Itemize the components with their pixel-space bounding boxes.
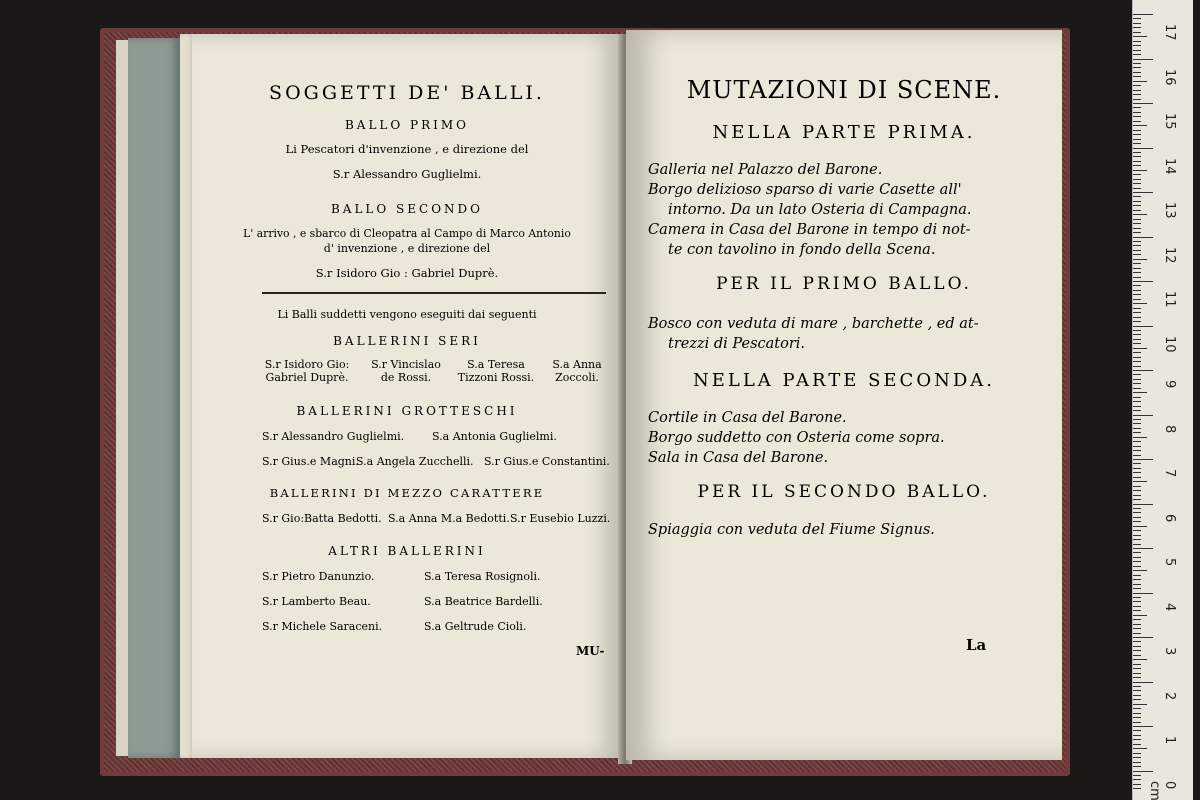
ruler-tick	[1133, 748, 1147, 749]
parte-seconda-heading: NELLA PARTE SECONDA.	[693, 370, 995, 391]
ruler-tick	[1133, 650, 1141, 651]
ruler-tick	[1133, 134, 1141, 135]
ruler-tick	[1133, 668, 1141, 669]
ruler-tick	[1133, 379, 1141, 380]
ruler-tick	[1133, 659, 1147, 660]
prima-line-5: te con tavolino in fondo della Scena.	[668, 242, 936, 258]
altri-name-3: S.r Lamberto Beau.	[262, 595, 371, 608]
altri-name-5: S.r Michele Saraceni.	[262, 620, 383, 633]
ruler-tick	[1133, 477, 1141, 478]
ruler-tick	[1133, 526, 1147, 527]
ruler-tick	[1133, 370, 1153, 371]
ruler-tick	[1133, 504, 1153, 505]
marbled-pastedown	[128, 38, 180, 758]
ruler-tick	[1133, 139, 1141, 140]
ruler-tick	[1133, 330, 1141, 331]
left-page-content	[192, 34, 622, 758]
ruler-tick	[1133, 285, 1141, 286]
ruler-tick	[1133, 326, 1153, 327]
ruler-tick	[1133, 757, 1141, 758]
ruler-tick	[1133, 174, 1141, 175]
ruler-tick	[1133, 717, 1141, 718]
ruler-tick	[1133, 241, 1141, 242]
ruler-tick	[1133, 512, 1141, 513]
mezzo-name-2: S.a Anna M.a Bedotti.	[388, 512, 510, 525]
ruler-tick	[1133, 450, 1141, 451]
ruler-number: 9	[1162, 380, 1177, 389]
ruler-tick	[1133, 196, 1141, 197]
ruler-tick	[1133, 254, 1141, 255]
ruler-tick	[1133, 726, 1153, 727]
ruler-tick	[1133, 219, 1141, 220]
ballo-secondo-line3: S.r Isidoro Gio : Gabriel Duprè.	[315, 266, 499, 280]
ruler-tick	[1133, 544, 1141, 545]
ruler-tick	[1133, 455, 1141, 456]
ruler-tick	[1133, 597, 1141, 598]
ruler-tick	[1133, 753, 1141, 754]
ruler-tick	[1133, 303, 1147, 304]
ruler-tick	[1133, 490, 1141, 491]
ballo-secondo-line1: L' arrivo , e sbarco di Cleopatra al Campo di Marco Antonio	[243, 227, 571, 240]
ruler-tick	[1133, 664, 1141, 665]
grotteschi-name-1: S.r Alessandro Guglielmi.	[262, 430, 405, 443]
ruler-tick	[1133, 179, 1141, 180]
ruler-tick	[1133, 312, 1141, 313]
ruler-tick	[1133, 419, 1141, 420]
ruler-tick	[1133, 290, 1141, 291]
ruler-tick	[1133, 107, 1141, 108]
grotteschi-name-3: S.r Gius.e Magni.	[262, 455, 359, 468]
ruler-tick	[1133, 437, 1147, 438]
ruler-number: 12	[1162, 246, 1177, 264]
mezzo-carattere-heading: BALLERINI DI MEZZO CARATTERE	[269, 486, 545, 500]
ruler-tick	[1133, 410, 1141, 411]
ruler-tick	[1133, 32, 1141, 33]
ruler-tick	[1133, 739, 1141, 740]
ruler-tick	[1133, 406, 1141, 407]
ballo-primo-line1: Li Pescatori d'invenzione , e direzione del	[285, 142, 529, 156]
ruler-tick	[1133, 557, 1141, 558]
secondo-ballo-heading: PER IL SECONDO BALLO.	[697, 482, 991, 502]
prima-line-3: intorno. Da un lato Osteria di Campagna.	[668, 202, 972, 218]
ruler-tick	[1133, 730, 1141, 731]
seconda-line-1: Cortile in Casa del Barone.	[648, 410, 847, 426]
ruler-tick	[1133, 308, 1141, 309]
ruler-tick	[1133, 76, 1141, 77]
ruler-tick	[1133, 334, 1141, 335]
ruler-tick	[1133, 539, 1141, 540]
ruler-tick	[1133, 192, 1153, 193]
ruler-tick	[1133, 143, 1141, 144]
ruler-tick	[1133, 788, 1141, 789]
seri-name-3: S.a Teresa Tizzoni Rossi.	[457, 358, 535, 384]
ruler-tick	[1133, 72, 1141, 73]
prima-line-1: Galleria nel Palazzo del Barone.	[648, 162, 883, 178]
altri-name-1: S.r Pietro Danunzio.	[262, 570, 375, 583]
ruler-tick	[1133, 250, 1141, 251]
ruler-tick	[1133, 641, 1141, 642]
ruler-tick	[1133, 205, 1141, 206]
ruler-tick	[1133, 161, 1141, 162]
ruler-tick	[1133, 495, 1141, 496]
ruler-tick	[1133, 655, 1141, 656]
ruler-tick	[1133, 348, 1147, 349]
ruler-tick	[1133, 566, 1141, 567]
ruler-tick	[1133, 548, 1153, 549]
ruler-tick	[1133, 428, 1141, 429]
ruler-tick	[1133, 624, 1141, 625]
ruler-tick	[1133, 148, 1153, 149]
ruler-tick	[1133, 59, 1153, 60]
ruler-tick	[1133, 486, 1141, 487]
ruler-tick	[1133, 214, 1147, 215]
ruler-tick	[1133, 771, 1153, 772]
altri-ballerini-heading: ALTRI BALLERINI	[328, 544, 486, 558]
ruler-number: 16	[1162, 68, 1177, 86]
ruler-tick	[1133, 704, 1147, 705]
ruler-tick	[1133, 468, 1141, 469]
ruler-tick	[1133, 152, 1141, 153]
ruler-tick	[1133, 125, 1147, 126]
ruler-tick	[1133, 646, 1141, 647]
ruler-tick	[1133, 521, 1141, 522]
ruler-tick	[1133, 779, 1141, 780]
ballo-secondo-line2: d' invenzione , e direzione del	[323, 242, 491, 255]
ruler-tick	[1133, 281, 1153, 282]
seri-name-2: S.r Vincislao de Rossi.	[371, 358, 441, 384]
ruler-tick	[1133, 299, 1141, 300]
ruler-tick	[1133, 339, 1141, 340]
ballo-primo-heading: BALLO PRIMO	[344, 118, 470, 132]
ruler-tick	[1133, 637, 1153, 638]
ruler-tick	[1133, 432, 1141, 433]
ruler-tick	[1133, 156, 1141, 157]
ballerini-seri-heading: BALLERINI SERI	[333, 334, 481, 348]
ruler-tick	[1133, 744, 1141, 745]
eseguiti-line: Li Balli suddetti vengono eseguiti dai seguenti	[277, 308, 537, 321]
ruler-tick	[1133, 579, 1141, 580]
ruler-number: 0 cm	[1147, 780, 1177, 800]
ruler-tick	[1133, 210, 1141, 211]
ruler-number: 17	[1162, 24, 1177, 41]
ruler-number: 15	[1162, 113, 1177, 130]
altri-name-2: S.a Teresa Rosignoli.	[424, 570, 541, 583]
ruler-tick	[1133, 81, 1147, 82]
ruler-tick	[1133, 272, 1141, 273]
ruler-tick	[1133, 673, 1141, 674]
prima-line-2: Borgo delizioso sparso di varie Casette all'	[648, 182, 962, 198]
ruler-number: 11	[1162, 291, 1177, 308]
ruler-tick	[1133, 268, 1141, 269]
ruler-tick	[1133, 722, 1141, 723]
ruler-tick	[1133, 588, 1141, 589]
secondo-ballo-line: Spiaggia con veduta del Fiume Signus.	[648, 522, 935, 538]
ruler-tick	[1133, 606, 1141, 607]
ruler-tick	[1133, 54, 1141, 55]
ruler-tick	[1133, 23, 1141, 24]
ruler-number: 5	[1162, 558, 1177, 567]
grotteschi-name-4: S.a Angela Zucchelli.	[356, 455, 474, 468]
ruler-tick	[1133, 472, 1141, 473]
prima-line-4: Camera in Casa del Barone in tempo di not-	[648, 222, 971, 238]
seconda-line-3: Sala in Casa del Barone.	[648, 450, 829, 466]
ruler-tick	[1133, 459, 1153, 460]
ruler-tick	[1133, 699, 1141, 700]
ruler-tick	[1133, 508, 1141, 509]
ruler-tick	[1133, 686, 1141, 687]
ruler-tick	[1133, 570, 1147, 571]
ruler-tick	[1133, 352, 1141, 353]
ruler-tick	[1133, 690, 1141, 691]
ruler-tick	[1133, 499, 1141, 500]
ruler-tick	[1133, 63, 1141, 64]
ruler-tick	[1133, 682, 1153, 683]
ruler-tick	[1133, 481, 1147, 482]
ruler-tick	[1133, 90, 1141, 91]
right-catchword: La	[966, 636, 987, 654]
ruler-tick	[1133, 170, 1147, 171]
ruler-tick	[1133, 321, 1141, 322]
ballo-primo-line2: S.r Alessandro Guglielmi.	[332, 167, 482, 181]
mezzo-name-1: S.r Gio:Batta Bedotti.	[262, 512, 382, 525]
ruler-tick	[1133, 708, 1141, 709]
ruler-tick	[1133, 446, 1141, 447]
ruler-tick	[1133, 36, 1147, 37]
ruler-tick	[1133, 388, 1141, 389]
ruler-number: 6	[1162, 513, 1177, 522]
altri-name-4: S.a Beatrice Bardelli.	[424, 595, 543, 608]
ruler-tick	[1133, 41, 1141, 42]
ruler-tick	[1133, 535, 1141, 536]
ruler-tick	[1133, 228, 1141, 229]
ballerini-grotteschi-heading: BALLERINI GROTTESCHI	[296, 404, 518, 418]
ruler-tick	[1133, 530, 1141, 531]
ruler-tick	[1133, 183, 1141, 184]
ruler-tick	[1133, 677, 1141, 678]
ruler-tick	[1133, 188, 1141, 189]
ruler-tick	[1133, 415, 1153, 416]
ruler-tick	[1133, 552, 1141, 553]
ruler-number: 3	[1162, 647, 1177, 656]
ruler-tick	[1133, 263, 1141, 264]
ruler-number: 14	[1162, 157, 1177, 175]
ruler-tick	[1133, 628, 1141, 629]
ruler-tick	[1133, 383, 1141, 384]
page-title: SOGGETTI DE' BALLI.	[269, 82, 545, 104]
divider-rule	[262, 292, 606, 294]
left-catchword: MU-	[576, 644, 605, 658]
ruler-tick	[1133, 423, 1141, 424]
ruler-number: 13	[1162, 202, 1177, 219]
ruler-tick	[1133, 85, 1141, 86]
ruler-tick	[1133, 575, 1141, 576]
ruler-tick	[1133, 401, 1141, 402]
primo-ballo-line-1: Bosco con veduta di mare , barchette , ed at-	[648, 316, 979, 332]
ruler-tick	[1133, 463, 1141, 464]
parte-prima-heading: NELLA PARTE PRIMA.	[712, 122, 976, 143]
grotteschi-name-5: S.r Gius.e Constantini.	[484, 455, 610, 468]
ruler-tick	[1133, 397, 1141, 398]
ruler-tick	[1133, 130, 1141, 131]
ruler-tick	[1133, 27, 1141, 28]
ruler-tick	[1133, 784, 1141, 785]
ruler-tick	[1133, 633, 1141, 634]
ruler-tick	[1133, 18, 1141, 19]
ruler-number: 10	[1162, 335, 1177, 353]
ruler-tick	[1133, 584, 1141, 585]
ruler-tick	[1133, 762, 1141, 763]
ruler-tick	[1133, 561, 1141, 562]
ruler-tick	[1133, 232, 1141, 233]
ruler-tick	[1133, 94, 1141, 95]
ruler-tick	[1133, 593, 1153, 594]
ruler-tick	[1133, 317, 1141, 318]
measuring-ruler	[1132, 0, 1193, 800]
ruler-tick	[1133, 116, 1141, 117]
altri-name-6: S.a Geltrude Cioli.	[424, 620, 527, 633]
ruler-tick	[1133, 45, 1141, 46]
ruler-tick	[1133, 245, 1141, 246]
ruler-tick	[1133, 766, 1141, 767]
ruler-tick	[1133, 392, 1147, 393]
mezzo-name-3: S.r Eusebio Luzzi.	[510, 512, 611, 525]
ruler-number: 4	[1162, 602, 1177, 611]
ruler-tick	[1133, 343, 1141, 344]
ruler-tick	[1133, 259, 1147, 260]
seri-name-4: S.a Anna Zoccoli.	[552, 358, 602, 384]
ruler-tick	[1133, 366, 1141, 367]
ruler-tick	[1133, 223, 1141, 224]
ruler-tick	[1133, 277, 1141, 278]
ruler-tick	[1133, 50, 1141, 51]
right-page-content	[626, 30, 1062, 760]
ruler-tick	[1133, 374, 1141, 375]
ballo-secondo-heading: BALLO SECONDO	[330, 202, 484, 216]
ruler-tick	[1133, 441, 1141, 442]
ruler-tick	[1133, 619, 1141, 620]
ruler-number: 2	[1162, 691, 1177, 700]
ruler-tick	[1133, 294, 1141, 295]
ruler-number: 8	[1162, 424, 1177, 433]
right-page-title: MUTAZIONI DI SCENE.	[686, 76, 1002, 104]
ruler-tick	[1133, 99, 1141, 100]
ruler-tick	[1133, 695, 1141, 696]
seri-name-1: S.r Isidoro Gio: Gabriel Duprè.	[264, 358, 350, 384]
ruler-tick	[1133, 601, 1141, 602]
ruler-tick	[1133, 735, 1141, 736]
ruler-tick	[1133, 103, 1153, 104]
ruler-tick	[1133, 361, 1141, 362]
ruler-tick	[1133, 165, 1141, 166]
primo-ballo-line-2: trezzi di Pescatori.	[668, 336, 806, 352]
ruler-tick	[1133, 775, 1141, 776]
ruler-tick	[1133, 517, 1141, 518]
ruler-tick	[1133, 237, 1153, 238]
ruler-tick	[1133, 67, 1141, 68]
grotteschi-name-2: S.a Antonia Guglielmi.	[432, 430, 557, 443]
ruler-number: 7	[1162, 469, 1177, 478]
ruler-tick	[1133, 121, 1141, 122]
ruler-tick	[1133, 610, 1141, 611]
ruler-tick	[1133, 112, 1141, 113]
ruler-tick	[1133, 713, 1141, 714]
ruler-tick	[1133, 357, 1141, 358]
ruler-tick	[1133, 615, 1147, 616]
ruler-tick	[1133, 201, 1141, 202]
seconda-line-2: Borgo suddetto con Osteria come sopra.	[648, 430, 945, 446]
ruler-tick	[1133, 14, 1153, 15]
primo-ballo-heading: PER IL PRIMO BALLO.	[716, 274, 972, 294]
ruler-number: 1	[1162, 736, 1177, 745]
